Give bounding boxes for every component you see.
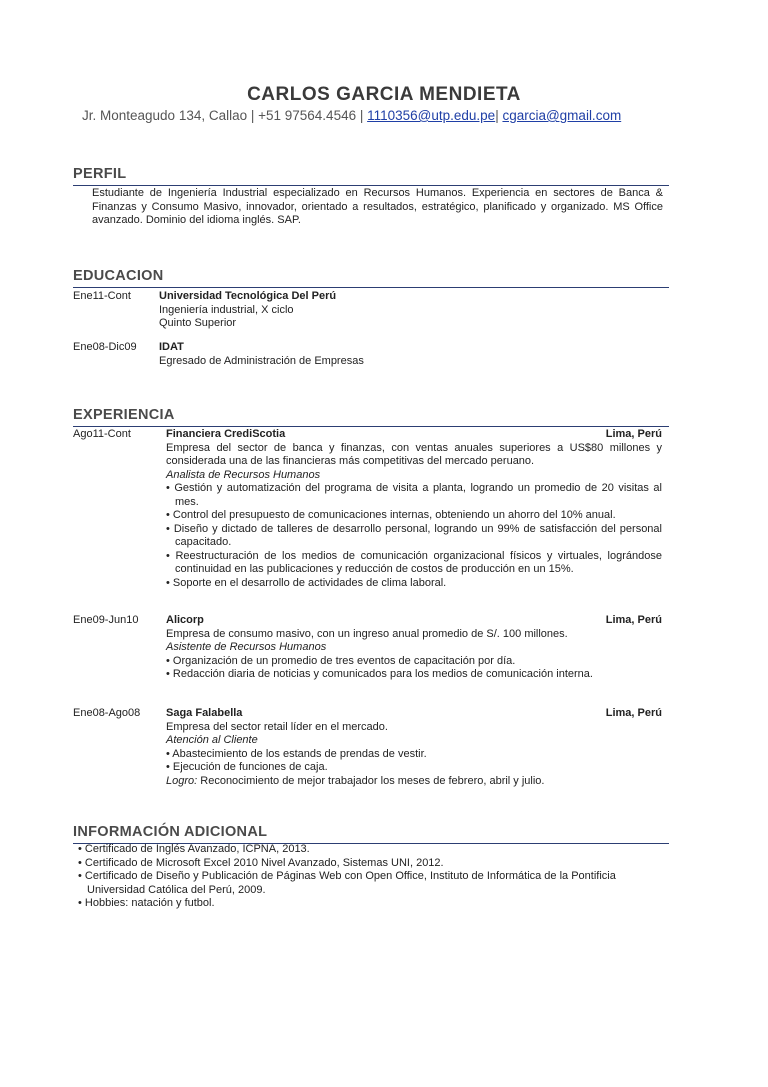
adicional-item-2: • Certificado de Microsoft Excel 2010 Nivel Avanzado, Sistemas UNI, 2012. <box>78 856 444 869</box>
section-title-experiencia: EXPERIENCIA <box>73 407 175 423</box>
exp-desc-2: Empresa de consumo masivo, con un ingreso anual promedio de S/. 100 millones. <box>166 627 568 640</box>
contact-separator: | <box>495 108 503 123</box>
section-rule-perfil <box>73 185 669 186</box>
exp-company-3: Saga Falabella <box>166 707 243 719</box>
exp-bullet-2-2: • Redacción diaria de noticias y comunicados para los medios de comunicación interna. <box>166 668 593 680</box>
exp-company-1: Financiera CrediScotia <box>166 428 286 440</box>
edu-institution-1: Universidad Tecnológica Del Perú <box>159 290 337 302</box>
exp-location-3: Lima, Perú <box>605 707 662 719</box>
contact-line <box>82 108 621 123</box>
exp-bullet-1-3: • Diseño y dictado de talleres de desarrollo personal, logrando un 99% de satisfacción del personal capacitado. <box>166 522 662 548</box>
section-title-educacion: EDUCACION <box>73 268 164 284</box>
exp-bullet-1-1: • Gestión y automatización del programa de visita a planta, logrando un promedio de 20 visitas al mes. <box>166 482 662 508</box>
exp-bullet-1-2: • Control del presupuesto de comunicaciones internas, obteniendo un ahorro del 10% anual. <box>166 509 616 521</box>
edu-entry-1 <box>159 290 655 331</box>
exp-role-3: Atención al Cliente <box>166 734 258 746</box>
exp-desc-1: Empresa del sector de banca y finanzas, con ventas anuales superiores a US$80 millones y considerada una de las financieras más competitivas del mercado peruano. <box>166 441 662 467</box>
exp-bullet-2-1: • Organización de un promedio de tres eventos de capacitación por día. <box>166 654 516 667</box>
exp-logro-3 <box>166 775 662 789</box>
edu-date-1: Ene11-Cont <box>73 290 131 302</box>
exp-date-3: Ene08-Ago08 <box>73 707 141 719</box>
edu-detail-1b: Quinto Superior <box>159 317 237 329</box>
edu-detail-2a: Egresado de Administración de Empresas <box>159 354 364 367</box>
exp-company-2: Alicorp <box>166 614 204 626</box>
exp-entry-1 <box>166 428 662 590</box>
exp-role-1: Analista de Recursos Humanos <box>166 468 321 481</box>
exp-bullet-3-1: • Abastecimiento de los estands de prendas de vestir. <box>166 747 427 760</box>
exp-desc-3: Empresa del sector retail líder en el mercado. <box>166 720 388 733</box>
exp-location-1: Lima, Perú <box>605 428 662 440</box>
exp-bullet-3-2: • Ejecución de funciones de caja. <box>166 761 328 773</box>
adicional-list <box>78 843 668 911</box>
adicional-item-3: • Certificado de Diseño y Publicación de Páginas Web con Open Office, Instituto de Informática de la Pontificia Universidad Católica del Perú, 2009. <box>78 870 616 896</box>
email-link-gmail[interactable]: cgarcia@gmail.com <box>502 108 622 123</box>
exp-entry-2 <box>166 614 662 682</box>
exp-date-1: Ago11-Cont <box>73 428 131 440</box>
edu-date-2: Ene08-Dic09 <box>73 341 137 353</box>
edu-entry-2 <box>159 341 655 368</box>
adicional-item-4: • Hobbies: natación y futbol. <box>78 897 215 909</box>
edu-institution-2: IDAT <box>159 341 184 353</box>
section-rule-experiencia <box>73 426 669 427</box>
candidate-name: CARLOS GARCIA MENDIETA <box>247 84 521 105</box>
address-phone: Jr. Monteagudo 134, Callao | +51 97564.4546 | <box>82 108 368 123</box>
logro-label: Logro: <box>166 774 198 787</box>
section-rule-educacion <box>73 287 669 288</box>
edu-detail-1a: Ingeniería industrial, X ciclo <box>159 303 294 316</box>
exp-date-2: Ene09-Jun10 <box>73 614 139 626</box>
exp-entry-3 <box>166 707 662 788</box>
email-link-utp[interactable]: 1110356@utp.edu.pe <box>367 108 496 123</box>
exp-location-2: Lima, Perú <box>605 614 662 626</box>
exp-bullet-1-4: • Reestructuración de los medios de comunicación organizacional físicos y virtuales, lográndose continuidad en las publicaciones y reducción de costos de producción en un 15%. <box>166 549 662 575</box>
section-title-adicional: INFORMACIÓN ADICIONAL <box>73 824 268 840</box>
exp-role-2: Asistente de Recursos Humanos <box>166 641 327 653</box>
adicional-item-1: • Certificado de Inglés Avanzado, ICPNA, 2013. <box>78 843 310 855</box>
exp-bullet-1-5: • Soporte en el desarrollo de actividades de clima laboral. <box>166 576 447 589</box>
section-title-perfil: PERFIL <box>73 166 127 182</box>
logro-text: Reconocimiento de mejor trabajador los meses de febrero, abril y julio. <box>197 774 545 787</box>
perfil-text: Estudiante de Ingeniería Industrial especializado en Recursos Humanos. Experiencia en sectores de Banca & Finanzas y Consumo Masivo, innovador, orientado a resultados, estratégico, planificado y organizado. MS Office avanzado. Dominio del idioma inglés. SAP. <box>92 187 663 226</box>
